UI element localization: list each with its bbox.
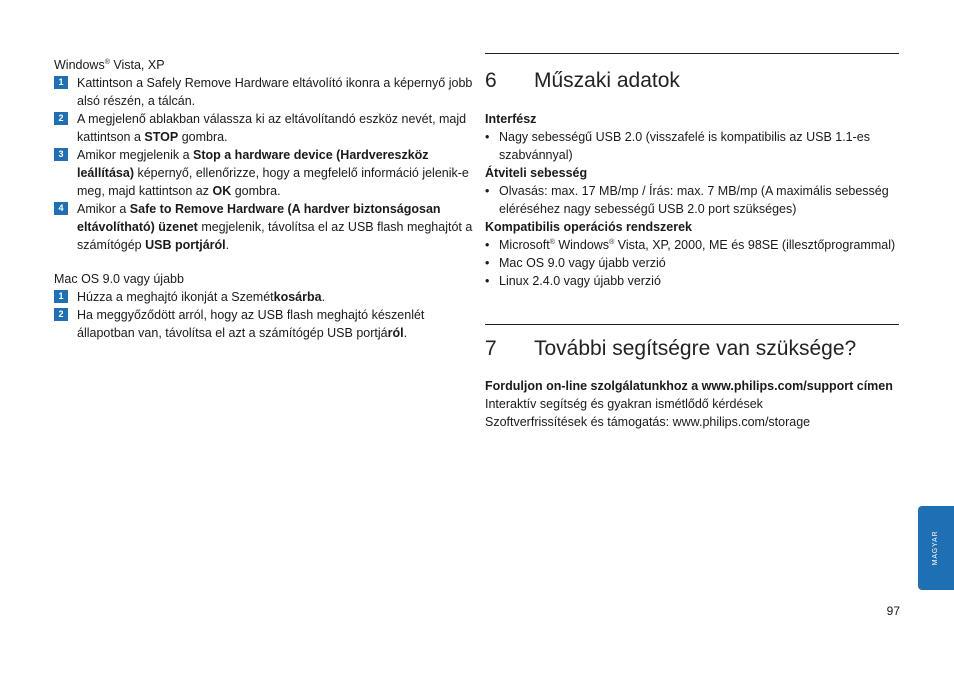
page-number: 97 xyxy=(886,604,900,618)
mac-heading: Mac OS 9.0 vagy újabb xyxy=(54,272,184,286)
step-text-bold: ról xyxy=(387,326,404,340)
step-number-badge: 2 xyxy=(54,112,68,125)
step-text xyxy=(77,288,474,306)
list-item: • Mac OS 9.0 vagy újabb verzió xyxy=(485,256,666,270)
language-tab: MAGYAR xyxy=(918,506,954,590)
windows-steps-list xyxy=(54,74,474,254)
right-column xyxy=(485,40,899,431)
step-text xyxy=(77,200,474,254)
step-item xyxy=(54,146,474,200)
section-6-title: 6 Műszaki adatok xyxy=(485,69,680,92)
step-text-part: . xyxy=(403,326,408,340)
step-item xyxy=(54,288,474,306)
step-number-badge: 3 xyxy=(54,148,68,161)
section-6-rule xyxy=(485,53,899,54)
step-text-part: . xyxy=(225,238,230,252)
list-item: • Olvasás: max. 17 MB/mp / Írás: max. 7 MB/mp (A maximális sebesség eléréséhez nagy sebességű USB 2.0 port szükséges) xyxy=(485,184,889,216)
step-text-part: gombra. xyxy=(178,130,228,144)
speed-label: Átviteli sebesség xyxy=(485,166,588,180)
step-text-part: Amikor a xyxy=(77,202,130,216)
step-item xyxy=(54,306,474,342)
step-item xyxy=(54,74,474,110)
step-text-part: Amikor megjelenik a xyxy=(77,148,194,162)
step-text-bold: Safe to Remove Hardware (A hardver biztonságosan eltávolítható) üzenet xyxy=(77,202,441,234)
step-text xyxy=(77,74,474,110)
step-item xyxy=(54,110,474,146)
step-text-part: Kattintson a Safely Remove Hardware eltávolító ikonra a képernyő jobb alsó részén, a tálcán. xyxy=(77,76,473,108)
support-lead: Forduljon on-line szolgálatunkhoz a www.philips.com/support címen xyxy=(485,379,893,393)
step-text-part: képernyő, ellenőrizze, hogy a megfelelő információ jelenik-e meg, majd kattintson az xyxy=(77,166,469,198)
step-text-part: A megjelenő ablakban válassza ki az eltávolítandó eszköz nevét, majd kattintson a xyxy=(77,112,467,144)
step-text-part: gombra. xyxy=(231,184,281,198)
step-number-badge: 1 xyxy=(54,290,68,303)
step-text-bold: kosárba xyxy=(273,290,322,304)
left-column xyxy=(54,56,474,342)
step-text xyxy=(77,146,474,200)
step-text-bold: OK xyxy=(212,184,232,198)
support-line: Interaktív segítség és gyakran ismétlődő kérdések xyxy=(485,397,763,411)
step-text-part: megjelenik, távolítsa el az USB flash meghajtót a számítógép xyxy=(77,220,473,252)
step-number-badge: 2 xyxy=(54,308,68,321)
list-item: • Linux 2.4.0 vagy újabb verzió xyxy=(485,274,661,288)
step-text-bold: USB portjáról xyxy=(145,238,226,252)
list-item: • Nagy sebességű USB 2.0 (visszafelé is kompatibilis az USB 1.1-es szabvánnyal) xyxy=(485,130,870,162)
step-text-part: Ha meggyőződött arról, hogy az USB flash meghajtó készenlét állapotban van, távolítsa el azt a számítógép USB portjá xyxy=(77,308,425,340)
step-number-badge: 1 xyxy=(54,76,68,89)
step-number-badge: 4 xyxy=(54,202,68,215)
step-text-part: Húzza a meghajtó ikonját a Szemét xyxy=(77,290,274,304)
os-label: Kompatibilis operációs rendszerek xyxy=(485,220,693,234)
step-text-bold: STOP xyxy=(144,130,179,144)
interface-label: Interfész xyxy=(485,112,537,126)
step-text-bold: Stop a hardware device (Hardvereszköz leállítása) xyxy=(77,148,429,180)
list-item: • Microsoft® Windows® Vista, XP, 2000, ME és 98SE (illesztőprogrammal) xyxy=(485,238,896,252)
section-7-rule xyxy=(485,324,899,325)
section-7-title: 7 További segítségre van szüksége? xyxy=(485,337,857,360)
step-text-part: . xyxy=(321,290,326,304)
windows-heading: Windows® Vista, XP xyxy=(54,58,165,72)
step-item xyxy=(54,200,474,254)
step-text xyxy=(77,110,474,146)
mac-steps-list xyxy=(54,288,474,342)
support-line: Szoftverfrissítések és támogatás: www.philips.com/storage xyxy=(485,415,811,429)
step-text xyxy=(77,306,474,342)
